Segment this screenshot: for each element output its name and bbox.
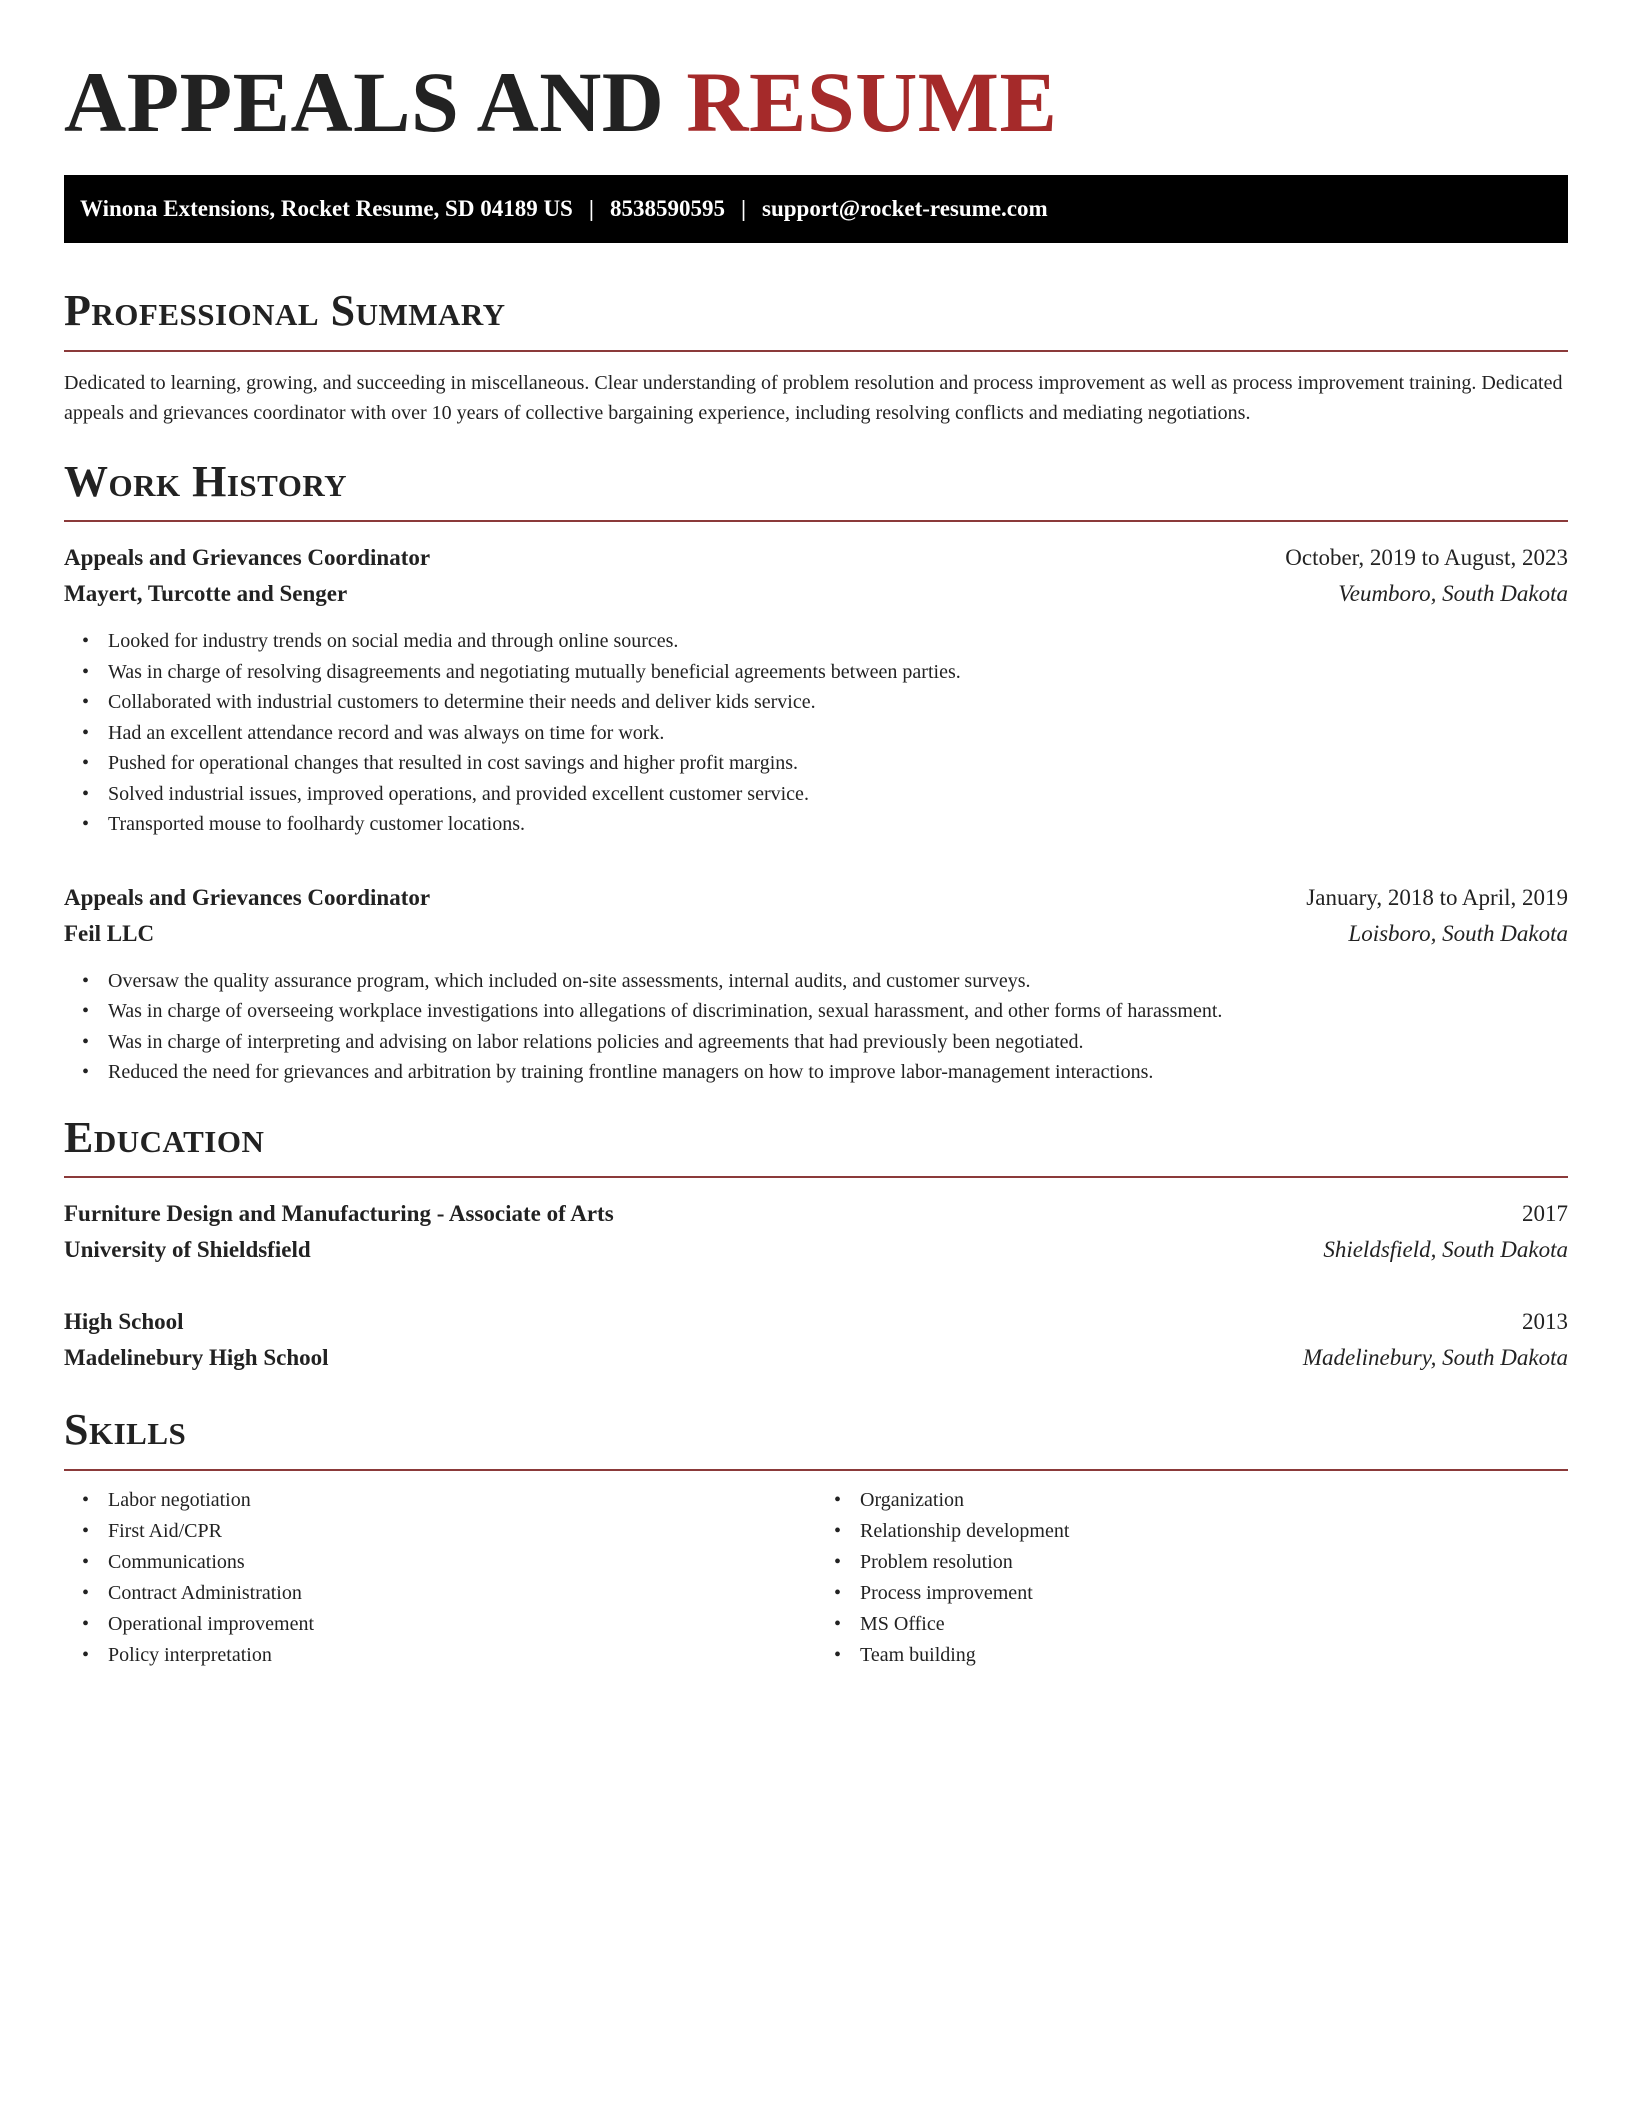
section-title-skills: Skills [64,1405,187,1455]
skill-item: • Relationship development [860,1516,1568,1547]
skill-item: • MS Office [860,1609,1568,1640]
education-location: Shieldsfield, South Dakota [1323,1237,1568,1263]
job-duty: • Reduced the need for grievances and arbitration by training frontline managers on how to improve labor-management interactions. [108,1057,1568,1088]
title-last: RESUME [686,54,1058,150]
skill-item: • Organization [860,1485,1568,1516]
job-duty: • Was in charge of overseeing workplace investigations into allegations of discrimination, sexual harassment, and other forms of harassment. [108,996,1568,1027]
contact-email: support@rocket-resume.com [762,196,1048,222]
skill-item: • Operational improvement [108,1609,816,1640]
job-duty: • Collaborated with industrial customers to determine their needs and deliver kids service. [108,687,1568,718]
job-duties-list [64,966,1568,1088]
job-duty: • Had an excellent attendance record and was always on time for work. [108,718,1568,749]
section-divider [64,1469,1568,1471]
education-year: 2013 [1522,1309,1568,1335]
education-section [64,1114,1568,1376]
skills-section [64,1406,1568,1670]
summary-text: Dedicated to learning, growing, and succeeding in miscellaneous. Clear understanding of problem resolution and process improvement as well as process improvement training. Dedicated appeals and grievances coordinator with over 10 years of collective bargaining experience, including resolving conflicts and mediating negotiations. [64,371,1563,424]
job-position: Appeals and Grievances Coordinator [64,545,431,571]
resume-title [64,52,1568,153]
job-duty: • Was in charge of interpreting and advising on labor relations policies and agreements that had previously been negotiated. [108,1027,1568,1058]
education-header-row [64,1304,1568,1340]
job-header-row [64,880,1568,916]
job-location: Loisboro, South Dakota [1348,920,1568,946]
job-duty: • Was in charge of resolving disagreements and negotiating mutually beneficial agreements between parties. [108,657,1568,688]
contact-separator: | [740,196,747,222]
skill-item: • Labor negotiation [108,1485,816,1516]
job-entry [64,540,1568,840]
job-location: Veumboro, South Dakota [1338,581,1568,607]
skill-item: • First Aid/CPR [108,1516,816,1547]
skills-list-right [816,1485,1568,1671]
title-first: APPEALS AND [64,54,665,150]
skill-item: • Policy interpretation [108,1640,816,1671]
skill-item: • Communications [108,1547,816,1578]
skill-item: • Contract Administration [108,1578,816,1609]
section-divider [64,520,1568,522]
job-company-row [64,576,1568,612]
job-duty: • Pushed for operational changes that resulted in cost savings and higher profit margins. [108,748,1568,779]
education-school-row [64,1340,1568,1376]
work-history-section [64,458,1568,1088]
section-title-education: Education [64,1112,265,1162]
section-title-summary: Professional Summary [64,286,506,336]
education-school-row [64,1232,1568,1268]
education-school: Madelinebury High School [64,1345,329,1371]
contact-separator: | [588,196,594,222]
contact-bar [64,175,1568,243]
skill-item: • Problem resolution [860,1547,1568,1578]
section-divider [64,350,1568,352]
education-school: University of Shieldsfield [64,1237,311,1263]
education-entry [64,1304,1568,1376]
skills-columns [64,1485,1568,1671]
education-header-row [64,1196,1568,1232]
skill-item: • Team building [860,1640,1568,1671]
section-divider [64,1176,1568,1178]
education-degree: High School [64,1309,184,1335]
summary-section [64,287,1568,427]
education-entry [64,1196,1568,1268]
job-header-row [64,540,1568,576]
job-duty: • Looked for industry trends on social media and through online sources. [108,626,1568,657]
job-position: Appeals and Grievances Coordinator [64,884,431,910]
job-company: Mayert, Turcotte and Senger [64,581,348,607]
job-dates: January, 2018 to April, 2019 [1306,884,1568,910]
skill-item: • Process improvement [860,1578,1568,1609]
education-location: Madelinebury, South Dakota [1302,1345,1568,1371]
contact-address: Winona Extensions, Rocket Resume, SD 04189 US [80,196,573,222]
skills-list-left [64,1485,816,1671]
job-dates: October, 2019 to August, 2023 [1285,545,1568,571]
job-duty: • Oversaw the quality assurance program, which included on-site assessments, internal audits, and customer surveys. [108,966,1568,997]
education-year: 2017 [1522,1201,1568,1227]
job-duties-list [64,626,1568,840]
job-company: Feil LLC [64,920,155,946]
education-degree: Furniture Design and Manufacturing - Associate of Arts [64,1201,614,1227]
section-title-work: Work History [64,456,348,506]
job-company-row [64,916,1568,952]
job-duty: • Solved industrial issues, improved operations, and provided excellent customer service. [108,779,1568,810]
job-entry [64,880,1568,1088]
job-duty: • Transported mouse to foolhardy customer locations. [108,809,1568,840]
contact-phone: 8538590595 [609,196,725,222]
